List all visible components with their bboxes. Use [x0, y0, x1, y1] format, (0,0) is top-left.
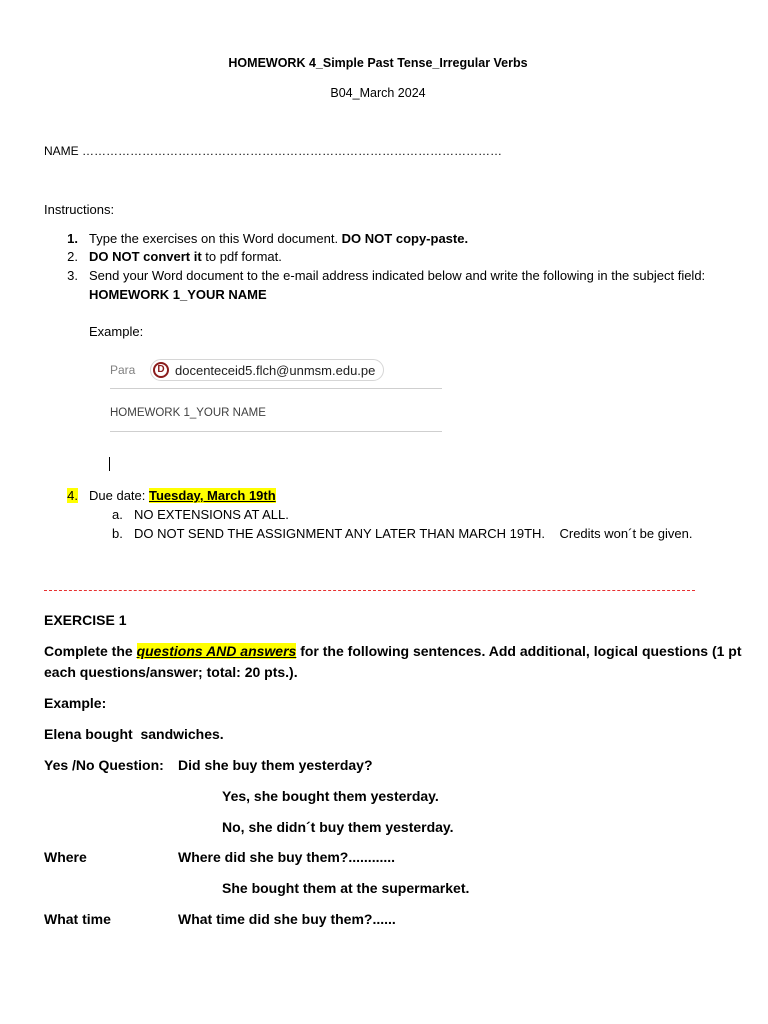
row-label-where: Where — [44, 849, 87, 865]
exercise-prompt-line2: each questions/answer; total: 20 pts.). — [44, 664, 298, 680]
recipient-address: docenteceid5.flch@unmsm.edu.pe — [175, 363, 376, 378]
row-answer-where: She bought them at the supermarket. — [222, 880, 470, 896]
divider — [110, 388, 442, 389]
exercise-prompt-line1: Complete the questions AND answers for the following sentences. Add additional, logical questions (1 pt — [44, 643, 742, 659]
text-cursor — [109, 457, 110, 471]
document-subtitle: B04_March 2024 — [330, 86, 426, 100]
row-question-what-time: What time did she buy them?...... — [178, 911, 396, 927]
subject-text: HOMEWORK 1_YOUR NAME — [110, 407, 266, 419]
row-label-yes-no: Yes /No Question: — [44, 757, 164, 773]
instructions-heading: Instructions: — [44, 202, 115, 217]
recipient-chip — [150, 359, 384, 381]
divider — [110, 431, 442, 432]
highlighted-phrase: questions AND answers — [136, 643, 297, 659]
row-answer-no: No, she didn´t buy them yesterday. — [222, 819, 454, 835]
exercise-title: EXERCISE 1 — [44, 612, 127, 628]
due-date: Tuesday, March 19th — [149, 488, 276, 503]
row-answer-yes: Yes, she bought them yesterday. — [222, 788, 439, 804]
name-line: NAME …………………………………………………………………………………………… — [44, 144, 503, 158]
section-divider — [44, 590, 695, 591]
row-question-yes-no: Did she buy them yesterday? — [178, 757, 373, 773]
row-label-what-time: What time — [44, 911, 111, 927]
example-label: Example: — [89, 324, 144, 339]
example-sentence: Elena bought sandwiches. — [44, 726, 224, 742]
exercise-example-label: Example: — [44, 695, 107, 711]
email-example — [108, 356, 444, 436]
to-label: Para — [110, 363, 136, 377]
row-question-where: Where did she buy them?............ — [178, 849, 396, 865]
document-title: HOMEWORK 4_Simple Past Tense_Irregular Verbs — [228, 56, 528, 70]
avatar: D — [153, 362, 169, 378]
